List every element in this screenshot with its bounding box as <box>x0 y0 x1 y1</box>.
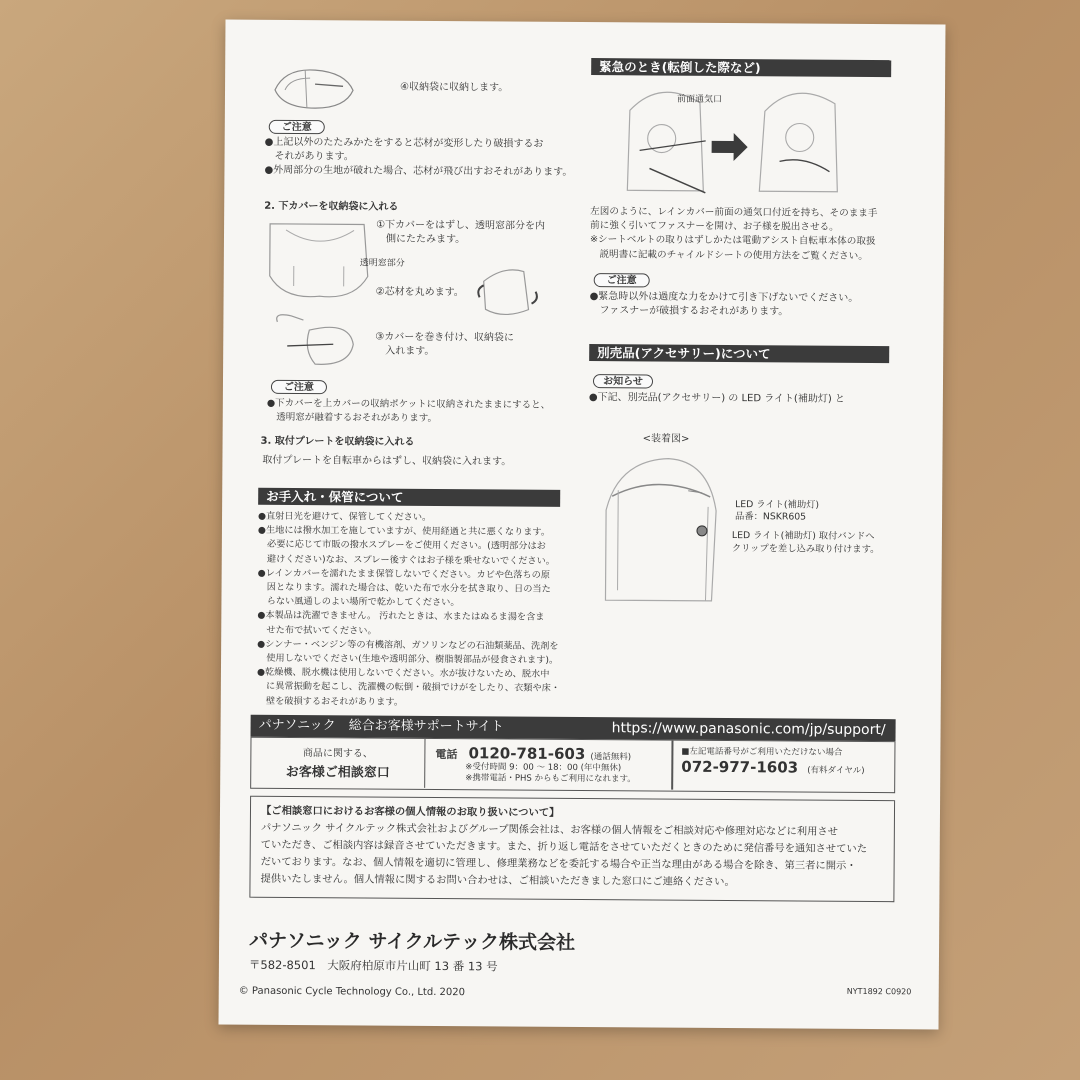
privacy-line: パナソニック サイクルテック株式会社およびグループ関係会社は、お客様の個人情報をご相談対応や修理対応などに利用させ <box>260 821 839 838</box>
phone-hours: ※受付時間 9：00 ～ 18：00 (年中無休) <box>465 762 622 774</box>
caution-line: ファスナーが破損するおそれがあります。 <box>589 305 789 318</box>
window-part-label: 透明窓部分 <box>359 258 405 269</box>
vent-label: 前面通気口 <box>676 94 723 105</box>
s2-step2: ②芯材を丸めます。 <box>375 286 464 299</box>
caution-line: 透明窓が融着するおそれがあります。 <box>266 411 438 425</box>
care-line: ●本製品は洗濯できません。 汚れたときは、水またはぬるま湯を含ま <box>257 610 545 624</box>
caution-label: ご注意 <box>271 380 327 394</box>
accessory-section-header: 別売品(アクセサリー)について <box>589 344 889 363</box>
s2-step1-line: 側にたたみます。 <box>375 233 466 246</box>
led-desc <box>732 529 880 556</box>
led-label <box>735 499 819 524</box>
s2-step1-line: ①下カバーをはずし、透明窓部分を内 <box>376 219 546 232</box>
care-line: 壁を破損するおそれがあります。 <box>256 695 404 708</box>
contact-label-top: 商品に関する、 <box>302 748 373 760</box>
emergency-line: 左図のように、レインカバー前面の通気口付近を持ち、そのまま手 <box>590 206 878 220</box>
privacy-box <box>249 796 895 903</box>
alt-phone-number: 072-977-1603 <box>681 757 799 777</box>
storage-bag-illustration <box>265 60 365 113</box>
care-list <box>257 510 562 711</box>
care-section-header: お手入れ・保管について <box>258 488 560 507</box>
led-desc-line: クリップを差し込み取り付けます。 <box>731 543 880 556</box>
notice-text: ●下記、別売品(アクセサリー) の LED ライト(補助灯) と <box>588 392 845 405</box>
emergency-section-header: 緊急のとき(転倒した際など) <box>591 58 891 77</box>
privacy-line: だいております。なお、個人情報を適切に管理し、修理業務などを委託する場合や正当な理由がある場合を除き、第三者に開示・ <box>260 855 857 872</box>
care-line: せた布で拭いてください。 <box>257 624 377 637</box>
section3-text: 取付プレートを自転車からはずし、収納袋に入れます。 <box>262 454 512 468</box>
care-line: らない風通しのよい場所で乾かしてください。 <box>257 595 460 609</box>
care-line: ●乾燥機、脱水機は使用しないでください。水が抜けないため、脱水中 <box>256 666 550 681</box>
phone-number: 0120-781-603 <box>468 744 586 764</box>
section3-title: 3. 取付プレートを収納袋に入れる <box>260 435 415 448</box>
caution-line: ●外周部分の生地が破れた場合、芯材が飛び出すおそれがあります。 <box>264 165 573 179</box>
caution-line: ●下カバーを上カバーの収納ポケットに収納されたままにすると、 <box>266 397 551 411</box>
privacy-line: 提供いたしません。個人情報に関するお問い合わせは、ご相談いただきました窓口にご連絡ください。 <box>260 872 735 889</box>
led-desc-line: LED ライト(補助灯) 取付バンドへ <box>731 530 875 543</box>
caution-line: それがあります。 <box>264 150 354 163</box>
s2-step1 <box>376 219 545 249</box>
lower-cover-illustration <box>264 216 375 305</box>
alt-note: ■左記電話番号がご利用いただけない場合 <box>681 746 843 758</box>
s2-step3-line: ③カバーを巻き付け、収納袋に <box>375 331 514 344</box>
privacy-title: 【ご相談窓口におけるお客様の個人情報のお取り扱いについて】 <box>260 804 560 819</box>
caution-line: ●上記以外のたたみかたをすると芯材が変形したり破損するお <box>264 136 544 150</box>
contact-divider <box>671 741 673 790</box>
contact-label-main: お客様ご相談窓口 <box>285 764 390 781</box>
copyright: © Panasonic Cycle Technology Co., Ltd. 2020 <box>238 985 466 999</box>
emergency-line: ※シートベルトの取りはずしかたは電動アシスト自転車本体の取扱 <box>589 234 876 248</box>
company-name: パナソニック サイクルテック株式会社 <box>249 929 576 954</box>
care-line: に異常振動を起こし、洗濯機の転倒・破損でけがをしたり、衣類や床・ <box>256 681 561 695</box>
caution-list-1 <box>264 136 572 181</box>
alt-phone-cell <box>681 745 865 777</box>
care-line: ●シンナー・ベンジン等の有機溶剤、ガソリンなどの石油類薬品、洗剤を <box>257 638 559 652</box>
phone-prefix: 電話 <box>435 747 458 762</box>
support-url: https://www.panasonic.com/jp/support/ <box>611 720 886 739</box>
care-line: 必要に応じて市販の撥水スプレーをご使用ください。(透明部分はお <box>257 539 546 553</box>
caution-line: ●緊急時以外は過度な力をかけて引き下げないでください。 <box>589 291 859 304</box>
care-line: ●直射日光を避けて、保管してください。 <box>258 510 432 523</box>
contact-box <box>250 737 895 794</box>
wrap-cover-illustration <box>263 310 363 371</box>
privacy-line: ていただき、ご相談内容は録音させていただきます。また、折り返し電話をさせていただくときのために発信番号を通知させていた <box>260 838 868 855</box>
roll-core-illustration <box>473 261 543 321</box>
care-line: 因となります。濡れた場合は、乾いた布で水分を拭き取り、日の当た <box>257 581 551 595</box>
alt-phone-note: (有料ダイヤル) <box>807 765 865 776</box>
led-light-illustration <box>597 450 728 611</box>
instruction-sheet <box>219 19 946 1029</box>
emergency-line: 説明書に記載のチャイルドシートの使用方法をご覧ください。 <box>589 248 868 262</box>
led-model-number: 品番：NSKR605 <box>735 511 807 523</box>
caution-list-2 <box>267 397 551 427</box>
care-line: 避けください)なお、スプレー後すぐはお子様を乗せないでください。 <box>257 553 556 567</box>
support-title: パナソニック 総合お客様サポートサイト <box>258 717 504 735</box>
emergency-text <box>590 205 878 264</box>
led-label-line: LED ライト(補助灯) <box>735 499 820 511</box>
mobile-note: ※携帯電話・PHS からもご利用になれます。 <box>465 773 636 785</box>
care-line: 使用しないでください(生地や透明部分、樹脂製部品が侵食されます)。 <box>257 652 559 666</box>
document-code: NYT1892 C0920 <box>846 986 912 997</box>
company-address: 〒582-8501 大阪府柏原市片山町 13 番 13 号 <box>248 957 498 974</box>
caution-label: ご注意 <box>269 120 325 134</box>
emergency-illustration <box>609 80 860 202</box>
caution-label: ご注意 <box>594 273 650 287</box>
section2-title: 2. 下カバーを収納袋に入れる <box>264 200 399 213</box>
step4-text: ④収納袋に収納します。 <box>400 81 509 94</box>
fig-label: <装着図> <box>642 433 690 445</box>
phone-note: (通話無料) <box>590 752 632 763</box>
emergency-line: 前に強く引いてファスナーを開け、お子様を脱出させる。 <box>590 220 839 233</box>
care-line: ●生地には撥水加工を施していますが、使用経過と共に悪くなります。 <box>257 524 551 538</box>
phone-cell <box>435 743 636 785</box>
caution-list-3 <box>589 290 858 320</box>
s2-step3-line: 入れます。 <box>375 345 435 358</box>
s2-step3 <box>375 331 514 360</box>
notice-label: お知らせ <box>593 374 653 388</box>
contact-label-cell <box>251 738 425 788</box>
care-line: ●レインカバーを濡れたまま保管しないでください。カビや色落ちの原 <box>257 567 551 581</box>
